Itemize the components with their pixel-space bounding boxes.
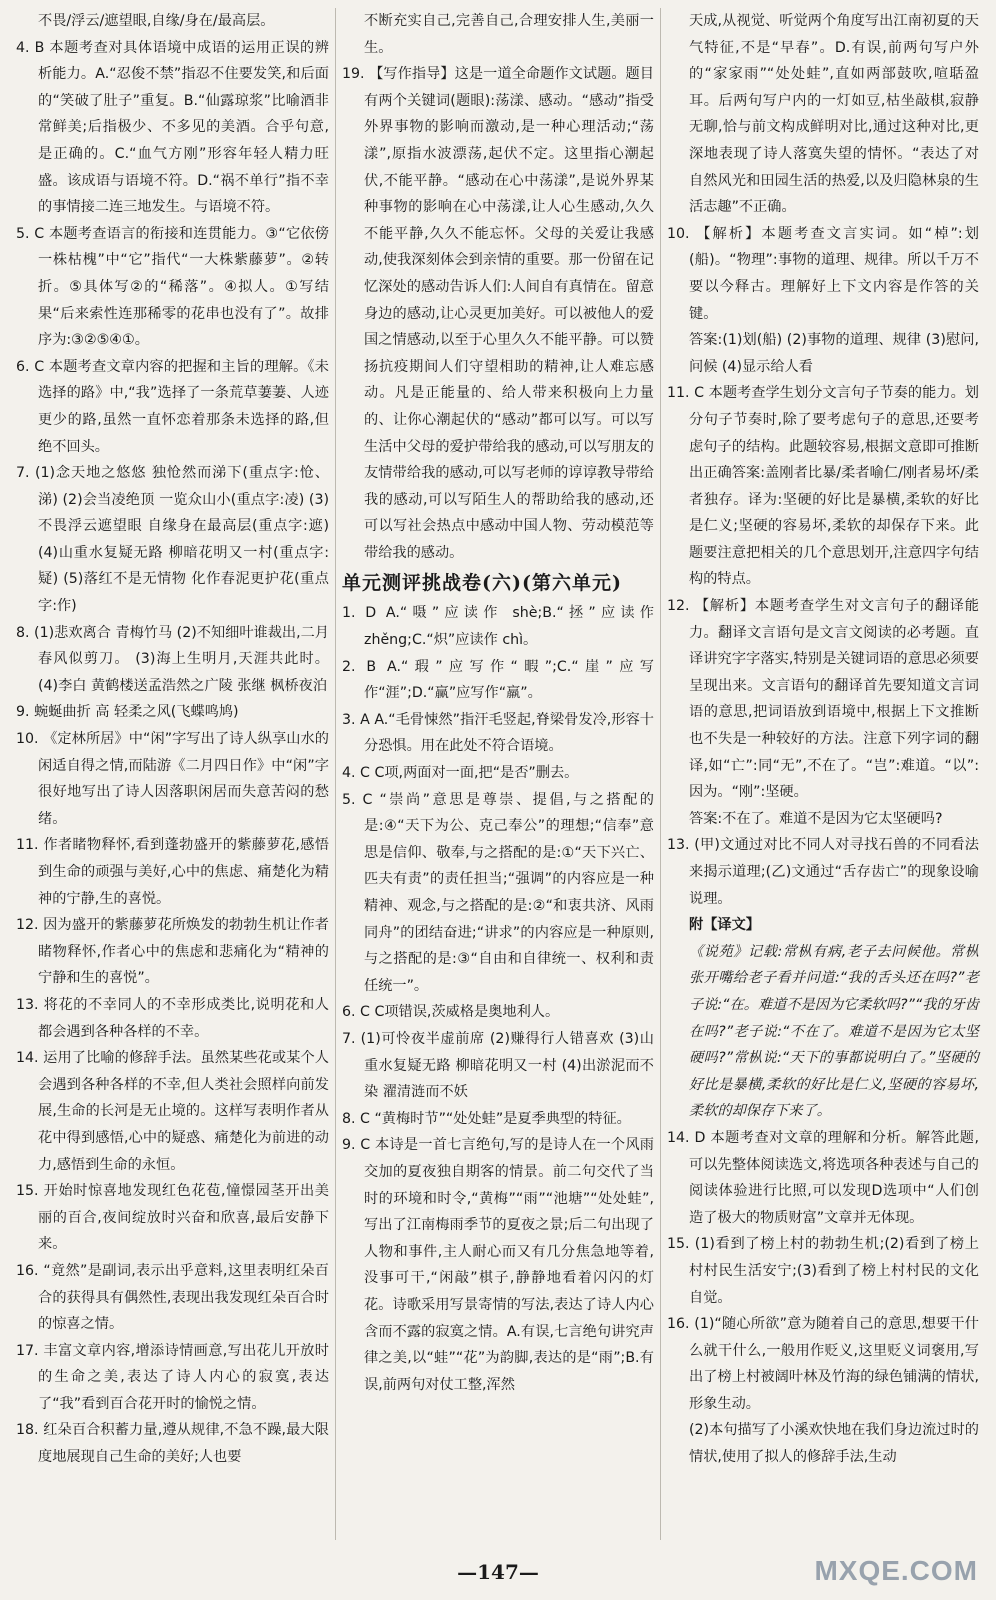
- answer-item: 14. D 本题考查对文章的理解和分析。解答此题,可以先整体阅读选文,将选项各种表述与自己的阅读体验进行比照,可以发现D选项中“人们创造了极大的物质财富”文章并无体现。: [667, 1129, 979, 1226]
- answer-item: 10. 《定林所居》中“闲”字写出了诗人纵享山水的闲适自得之情,而陆游《二月四日作》中“闲”字很好地写出了诗人因落职闲居而失意苦闷的愁绪。: [16, 731, 329, 827]
- answer-item: 12. 【解析】本题考查学生对文言句子的翻译能力。翻译文言语句是文言文阅读的必考题。直译讲究字字落实,特别是关键词语的意思必须要呈现出来。文言语句的翻译首先要知道文言词语的意思,把词语放到语境中,根据上下文推断也不失是一种较好的方法。注意下列字词的翻译,如“亡”:同“无”,不在了。“岂”:难道。“以”:因为。“刚”:坚硬。: [667, 598, 979, 801]
- answer-item: 16. “竟然”是副词,表示出乎意料,这里表明红朵百合的获得具有偶然性,表现出我发现红朵百合时的惊喜之情。: [16, 1262, 329, 1333]
- site-watermark: MXQE.COM: [814, 1555, 978, 1586]
- answer-item: 8. (1)悲欢离合 青梅竹马 (2)不知细叶谁裁出,二月春风似剪刀。 (3)海上生明月,天涯共此时。 (4)李白 黄鹤楼送孟浩然之广陵 张继 枫桥夜泊: [16, 624, 329, 694]
- answer-item: 9. 蜿蜒曲折 高 轻柔之风(飞蝶鸣鸠): [16, 704, 239, 721]
- section-title: 单元测评挑战卷(六)(第六单元): [342, 572, 622, 595]
- answer-item: 6. C 本题考查文章内容的把握和主旨的理解。《未选择的路》中,“我”选择了一条荒草萋萋、人迹更少的路,虽然一直怀恋着那条未选择的路,但绝不回头。: [16, 358, 329, 455]
- answer-item: 15. (1)看到了榜上村的勃勃生机;(2)看到了榜上村村民生活安宁;(3)看到了榜上村村民的文化自觉。: [667, 1236, 979, 1306]
- column-right: [660, 8, 985, 1540]
- column-left: [10, 8, 335, 1540]
- answer-item: 9. C 本诗是一首七言绝句,写的是诗人在一个风雨交加的夏夜独自期客的情景。前二句交代了当时的环境和时令,“黄梅”“雨”“池塘”“处处蛙”,写出了江南梅雨季节的夏夜之景;后二句出现了人物和事件,主人耐心而又有几分焦急地等着,没事可干,“闲敲”棋子,静静地看着闪闪的灯花。诗歌采用写景寄情的写法,表达了诗人内心含而不露的寂寞之情。A.有误,七言绝句讲究声律之美,以“蛙”“花”为韵脚,表达的是“雨”;B.有误,前两句对仗工整,浑然: [342, 1137, 654, 1393]
- answer-item: 17. 丰富文章内容,增添诗情画意,写出花儿开放时的生命之美,表达了诗人内心的寂寞,表达了“我”看到百合花开时的愉悦之情。: [16, 1342, 329, 1412]
- answer-item: 11. 作者睹物释怀,看到蓬勃盛开的紫藤萝花,感悟到生命的顽强与美好,心中的焦虑、痛楚化为精神的宁静,生的喜悦。: [16, 837, 329, 907]
- answer-item: 不畏/浮云/遮望眼,自缘/身在/最高层。: [38, 13, 275, 29]
- answer-item: 11. C 本题考查学生划分文言句子节奏的能力。划分句子节奏时,除了要考虑句子的意思,还要考虑句子的结构。此题较容易,根据文意即可推断出正确答案:盖刚者比暴/柔者喻仁/刚者易坏/柔者独存。译为:坚硬的好比是暴横,柔软的好比是仁义;坚硬的容易坏,柔软的却保存下来。此题要注意把相关的几个意思划开,注意四字句结构的特点。: [667, 385, 979, 588]
- answer-item: 答案:不在了。难道不是因为它太坚硬吗?: [689, 810, 943, 827]
- answer-item: 3. A A.“毛骨悚然”指汗毛竖起,脊梁骨发冷,形容十分恐惧。用在此处不符合语境。: [342, 711, 654, 755]
- column-middle: [335, 8, 660, 1540]
- answer-item: 12. 因为盛开的紫藤萝花所焕发的勃勃生机让作者睹物释怀,作者心中的焦虑和悲痛化为“精神的宁静和生的喜悦”。: [16, 917, 329, 987]
- answer-item: 13. 将花的不幸同人的不幸形成类比,说明花和人都会遇到各种各样的不幸。: [16, 996, 329, 1040]
- answer-item: 2. B A.“瑕”应写作“暇”;C.“崖”应写作“涯”;D.“赢”应写作“羸”。: [342, 658, 654, 702]
- answer-item: 7. (1)念天地之悠悠 独怆然而涕下(重点字:怆、涕) (2)会当凌绝顶 一览众山小(重点字:凌) (3)不畏浮云遮望眼 自缘身在最高层(重点字:遮) (4)山重水复疑无路 柳暗花明又一村(重点字:疑) (5)落红不是无情物 化作春泥更护花(重点字:作): [16, 465, 329, 615]
- answer-item: 8. C “黄梅时节”“处处蛙”是夏季典型的特征。: [342, 1110, 631, 1127]
- answer-item: 4. C C项,两面对一面,把“是否”删去。: [342, 765, 579, 782]
- answer-item: 18. 红朵百合积蓄力量,遵从规律,不急不躁,最大限度地展现自己生命的美好;人也要: [16, 1422, 329, 1466]
- answer-item: 19. 【写作指导】这是一道全命题作文试题。题目有两个关键词(题眼):荡漾、感动。“感动”指受外界事物的影响而激动,是一种心理活动;“荡漾”,原指水波漂荡,起伏不定。这里指心潮起伏,不能平静。“感动在心中荡漾”,是说外界某种事物的影响在心中荡漾,让人心生感动,久久不能平静,久久不能忘怀。父母的关爱让我感动,使我深刻体会到亲情的重要。那一份留在记忆深处的感动告诉人们:人间自有真情在。留意身边的感动,让心灵更加美好。可以被他人的爱国之情感动,以至于心里久久不能平静。可以赞扬抗疫期间人们守望相助的精神,让人难忘感动。凡是正能量的、给人带来积极向上力量的、让你心潮起伏的“感动”都可以写。可以写生活中父母的爱护带给我的感动,可以写朋友的友情带给我的感动,可以写老师的谆谆教导带给我的感动,可以写陌生人的帮助给我的感动,还可以写社会热点中感动中国人物、劳动模范等带给我的感动。: [342, 66, 654, 561]
- answer-item: (2)本句描写了小溪欢快地在我们身边流过时的情状,使用了拟人的修辞手法,生动: [689, 1422, 979, 1466]
- answer-item: 6. C C项错误,茨威格是奥地利人。: [342, 1004, 560, 1021]
- answer-item: 15. 开始时惊喜地发现红色花苞,憧憬园茎开出美丽的百合,夜间绽放时兴奋和欣喜,最后安静下来。: [16, 1183, 329, 1253]
- answer-item: 14. 运用了比喻的修辞手法。虽然某些花或某个人会遇到各种各样的不幸,但人类社会照样向前发展,生命的长河是无止境的。这样写表明作者从花中得到感悟,心中的疑惑、痛楚化为前进的动力,感悟到生命的永恒。: [16, 1050, 329, 1173]
- answer-item: 附【译文】: [689, 917, 760, 934]
- answer-item: 不断充实自己,完善自己,合理安排人生,美丽一生。: [364, 13, 654, 56]
- answer-item: 5. C 本题考查语言的衔接和连贯能力。③“它依傍一株枯槐”中“它”指代“一大株紫藤萝”。②转折。⑤具体写②的“稀落”。④拟人。①写结果“后来索性连那稀零的花串也没有了”。故排序为:③②⑤④①。: [16, 225, 329, 349]
- answer-item: 16. (1)“随心所欲”意为随着自己的意思,想要干什么就干什么,一般用作贬义,这里贬义词褒用,写出了榜上村被阔叶林及竹海的绿色铺满的情状,形象生动。: [667, 1316, 979, 1412]
- answer-item: 13. (甲)文通过对比不同人对寻找石兽的不同看法来揭示道理;(乙)文通过“舌存齿亡”的现象设喻说理。: [667, 837, 979, 907]
- answer-item: 1. D A.“嗫”应读作 shè;B.“拯”应读作 zhěng;C.“炽”应读作 chì。: [342, 605, 654, 649]
- answer-item: 5. C “崇尚”意思是尊崇、提倡,与之搭配的是:④“天下为公、克己奉公”的理想;“信奉”意思是信仰、敬奉,与之搭配的是:①“天下兴亡、匹夫有责”的责任担当;“强调”的内容应是一种精神、观念,与之搭配的是:②“和衷共济、风雨同舟”的团结奋进;“讲求”的内容应是一种原则,与之搭配的是:③“自由和自律统一、权利和责任统一”。: [342, 791, 654, 994]
- answer-item: 7. (1)可怜夜半虚前席 (2)赚得行人错喜欢 (3)山重水复疑无路 柳暗花明又一村 (4)出淤泥而不染 濯清涟而不妖: [342, 1030, 654, 1101]
- page-number: —147—: [457, 1560, 539, 1584]
- answer-item: 4. B 本题考查对具体语境中成语的运用正误的辨析能力。A.“忍俊不禁”指忍不住要发笑,和后面的“笑破了肚子”重复。B.“仙露琼浆”比喻酒非常鲜美;后指极少、不多见的美酒。合乎句意,是正确的。C.“血气方刚”形容年轻人精力旺盛。该成语与语境不符。D.“祸不单行”指不幸的事情接二连三地发生。与语境不符。: [16, 39, 329, 216]
- answer-item: 天成,从视觉、听觉两个角度写出江南初夏的天气特征,不是“早春”。D.有误,前两句写户外的“家家雨”“处处蛙”,直如两部鼓吹,喧聒盈耳。后两句写户内的一灯如豆,枯坐敲棋,寂静无聊,恰与前文构成鲜明对比,通过这种对比,更深地表现了诗人落寞失望的情怀。“表达了对自然风光和田园生活的热爱,以及归隐林泉的生活志趣”不正确。: [689, 13, 979, 216]
- answer-item: 答案:(1)划(船) (2)事物的道理、规律 (3)慰问,问候 (4)显示给人看: [689, 332, 979, 375]
- answer-item: 10. 【解析】本题考查文言实词。如“棹”:划(船)。“物理”:事物的道理、规律。所以千万不要以今释古。理解好上下文内容是作答的关键。: [667, 225, 979, 322]
- answer-item: 《说苑》记载:常枞有病,老子去问候他。常枞张开嘴给老子看并问道:“我的舌头还在吗?”老子说:“在。难道不是因为它柔软吗?”“我的牙齿在吗?”老子说:“不在了。难道不是因为它太坚硬吗?”常枞说:“天下的事都说明白了。”坚硬的好比是暴横,柔软的好比是仁义,坚硬的容易坏,柔软的却保存下来了。: [689, 943, 979, 1120]
